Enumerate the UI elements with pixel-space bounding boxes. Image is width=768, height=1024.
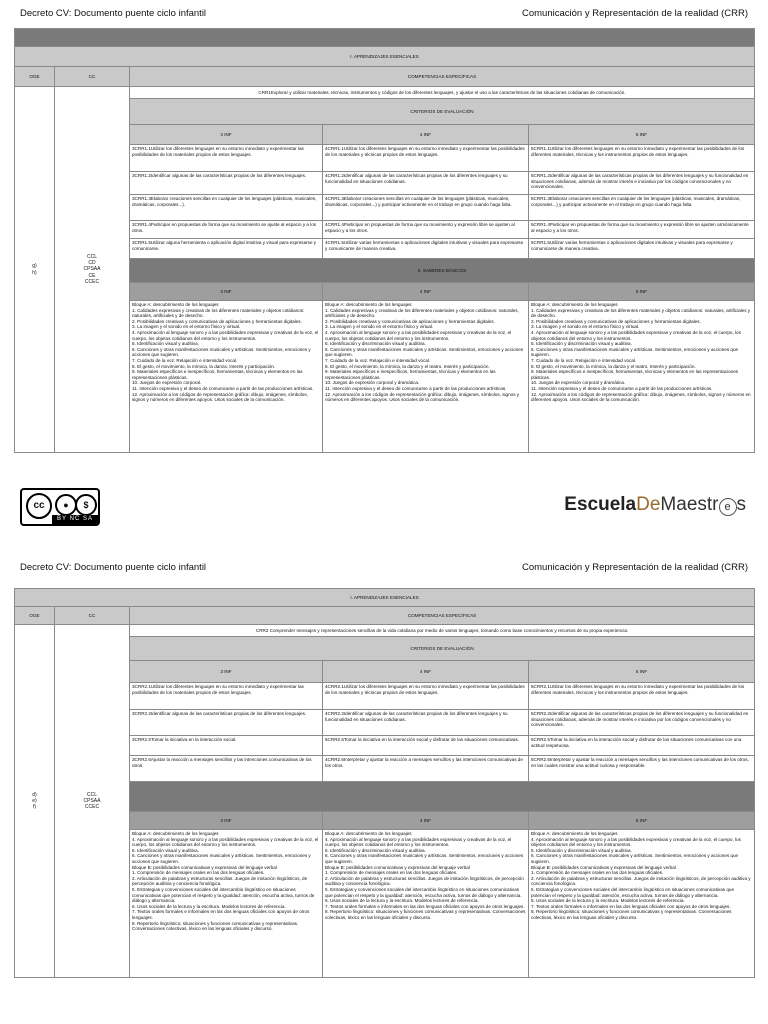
level-4inf: 4 INF — [323, 283, 529, 301]
creative-commons-badge — [20, 488, 100, 526]
competencies-table — [14, 28, 755, 453]
criterios-header: CRITERIOS DE EVALUACIÓN — [130, 99, 755, 125]
criterion-cell: 3CRR1.3Elaborar creaciones sencillas en cualquier de los lenguajes (plásticas, musicales, dramáticas, corporales...). — [130, 195, 323, 221]
page-header — [20, 8, 748, 28]
competencia-especifica: CRR2 Comprender mensajes y representaciones sencillas de la vida cotidiana por medio de varios lenguajes, tomando como base conocimientos y recursos de su propia experiencia. — [130, 625, 755, 637]
level-3inf: 3 INF — [130, 661, 323, 683]
criterion-cell: 3CRR1.5Utilizar alguna herramienta o aplicación digital intuitiva y visual para expresarse y comunicarse. — [130, 239, 323, 259]
document-title: Decreto CV: Documento puente ciclo infantil — [20, 562, 207, 573]
saberes-cell: Bloque A: descubrimiento de los lenguajes 1. Calidades expresivas y creativas de los diferentes materiales y objetos cotidianos: naturales, artificiales y de desecho. 2. Posibilidades creativas y comunicativas de aplicaciones y herramientas digitales. 3. La imagen y el sonido en el entorno físico y virtual. 4. Aproximación al lenguaje sonoro y a las posibilidades expresivas y creativas de la voz, el cuerpo, los objetos cotidianos del entorno y los instrumentos. 5. Identificación y discriminación visual y auditiva. 6. Canciones y otras manifestaciones musicales y artísticas. Sentimientos, emociones y acciones que sugieren. 7. Cuidado de la voz. Relajación e intensidad vocal. 8. El gesto, el movimiento, la mímica, la danza y el teatro. Interés y participación. 9. Materiales específicos e inespecíficos, herramientas, técnicas y elementos en las representaciones plásticas. 10. Juegos de expresión corporal y dramática. 11. Intención expresiva y el deseo de comunicarse a partir de las producciones artísticas. 12. Aproximación a los códigos de representación gráfica: dibujo, imágenes, símbolos, signos y números en diferentes apoyos. Usos sociales de la comunicación. — [529, 301, 755, 453]
section-title: II. SABERES BÁSICOS — [130, 259, 755, 283]
level-3inf: 3 INF — [130, 812, 323, 830]
level-3inf: 3 INF — [130, 125, 323, 145]
criterion-cell: 4CRR2.1Utilizar los diferentes lenguajes en su entorno inmediato y experimentar las posibilidades de los materiales y técnicas propios de estos lenguajes. — [323, 683, 529, 710]
license-label: BY NC SA — [52, 515, 98, 524]
col-header-oge: OGE — [15, 607, 55, 625]
criterion-cell: 3CRR1.1Utilizar los diferentes lenguajes en su entorno inmediato y experimentar las posibilidades de los materiales propios de estos lenguajes. — [130, 145, 323, 172]
criterion-cell: 5CRR1.2Identificar algunas de las características propias de los diferentes lenguajes y su funcionalidad en situaciones cotidianas, además de mostrar interés e iniciativa por los códigos convencionales y no convencionales. — [529, 172, 755, 195]
criterion-cell: 4CRR1.2Identificar algunas de las características propias de los diferentes lenguajes y su funcionalidad en situaciones cotidianas. — [323, 172, 529, 195]
competencies-table — [14, 588, 755, 978]
criterion-cell: 4CRR2.6Interpretar y ajustar la reacción a mensajes sencillos y las intenciones comunicativas de los otros. — [323, 756, 529, 782]
section-title: I. APRENDIZAJES ESENCIALES — [15, 47, 755, 67]
level-5inf: 5 INF — [529, 661, 755, 683]
table-top-bar — [15, 29, 755, 47]
page-footer — [0, 488, 768, 540]
criterion-cell: 5CRR2.5Tomar la iniciativa en la interacción social y disfrutar de las situaciones comunicativas con una actitud respetuosa. — [529, 736, 755, 756]
level-4inf: 4 INF — [323, 812, 529, 830]
saberes-cell: Bloque A: descubrimiento de los lenguajes 1. Calidades expresivas y creativas de los diferentes materiales y objetos cotidianos: naturales, artificiales y de desecho. 2. Posibilidades creativas y comunicativas de aplicaciones y herramientas digitales. 3. La imagen y el sonido en el entorno físico y virtual. 4. Aproximación al lenguaje sonoro y a las posibilidades expresivas y creativas de la voz, el cuerpo, los objetos cotidianos del entorno y los instrumentos. 5. Identificación visual y auditiva. 6. Canciones y otras manifestaciones musicales y artísticas. Sentimientos, emociones y acciones que sugieren. 7. Cuidado de la voz. Relajación e intensidad vocal. 8. El gesto, el movimiento, la mímica, la danza. Interés y participación. 9. Materiales específicos e inespecíficos, herramientas, técnicas y elementos en las representaciones plásticas. 10. Juegos de expresión corporal. 11. Intención expresiva y el deseo de comunicarse a partir de las producciones artísticas. 12. Aproximación a los códigos de representación gráfica: dibujo, imágenes, símbolos, signos y números en diferentes apoyos. Usos sociales de la comunicación. — [130, 301, 323, 453]
section-title: I. APRENDIZAJES ESENCIALES — [15, 589, 755, 607]
criterion-cell: 5CRR2.5Tomar la iniciativa en la interacción social y disfrutar de las situaciones comunicativas. — [323, 736, 529, 756]
level-3inf: 3 INF — [130, 283, 323, 301]
criterios-header: CRITERIOS DE EVALUACIÓN — [130, 637, 755, 661]
saberes-cell: Bloque A: descubrimiento de los lenguajes 4. Aproximación al lenguaje sonoro y a las posibilidades expresivas y creativas de la voz, el cuerpo, los objetos cotidianos del entorno y los instrumentos. 5. Identificación y discriminación visual y auditiva. 6. Canciones y otras manifestaciones musicales y artísticas. Sentimientos, emociones y acciones que sugieren. Bloque B: posibilidades comunicativas y expresivas del lenguaje verbal 1. Comprensión de mensajes orales en las dos lenguas oficiales. 2. Articulación de palabras y estructuras sencillas. Juegos de imitación lingüísticos, de percepción auditiva y conciencia fonológica. 5. Estrategias y convenciones sociales del intercambio lingüístico en situaciones comunicativas que potencian el respeto y la igualdad: atención, escucha activa, turnos de diálogo y alternancia. 6. Usos sociales de la lectura y la escritura. Modelos lectores de referencia. 7. Textos orales formales e informales en las dos lenguas oficiales con apoyos de otros lenguajes. 8. Repertorio lingüístico: situaciones y funciones comunicativas y representativas. Conversaciones colectivas, léxico en las lenguas oficiales y discurso. — [323, 830, 529, 978]
cc-icon: cc — [26, 493, 52, 519]
level-4inf: 4 INF — [323, 661, 529, 683]
criterion-cell: 5CRR2.1Utilizar los diferentes lenguajes en su entorno inmediato y experimentar las posibilidades de los diferentes materiales, técnicas y los instrumentos propios de estos lenguajes. — [529, 683, 755, 710]
criterion-cell: 4CRR1.3Elaborar creaciones sencillas en cualquier de los lenguajes (plásticas, musicales, dramáticas, corporales...) y participar activamente en el trabajo en grupo cuando haga falta. — [323, 195, 529, 221]
logo-circle-icon: e — [719, 498, 737, 516]
criterion-cell: 5CRR2.2Identificar algunas de las características propias de los diferentes lenguajes y su funcionalidad en situaciones cotidianas, además de mostrar interés e iniciativa por los códigos convencionales y no convencionales. — [529, 710, 755, 736]
criterion-cell: 3CRR2.6Ajustar la reacción a mensajes sencillos y las intenciones comunicativas de los otros. — [130, 756, 323, 782]
document-title: Decreto CV: Documento puente ciclo infantil — [20, 8, 207, 19]
level-5inf: 5 INF — [529, 283, 755, 301]
col-header-cc: CC — [55, 67, 130, 87]
cc-codes: CCL CPSAA CCEC — [55, 625, 130, 978]
area-title: Comunicación y Representación de la realidad (CRR) — [522, 8, 748, 19]
level-5inf: 5 INF — [529, 812, 755, 830]
criterion-cell: 5CRR1.4Participar en propuestas de forma que su movimiento y expresión libre se ajusten armónicamente al espacio y a los otros. — [529, 221, 755, 239]
level-5inf: 5 INF — [529, 125, 755, 145]
col-header-cc: CC — [55, 607, 130, 625]
col-header-competencias: COMPETENCIAS ESPECÍFICAS — [130, 67, 755, 87]
criterion-cell: 3CRR2.1Utilizar los diferentes lenguajes en su entorno inmediato y experimentar las posibilidades de los materiales propios de estos lenguajes. — [130, 683, 323, 710]
page-header — [20, 562, 748, 582]
criterion-cell: 5CRR1.3Elaborar creaciones sencillas en cualquier de los lenguajes (plásticas, musicales, dramáticas, corporales...) y participar activamente en el trabajo en grupo cuando haga falta. — [529, 195, 755, 221]
criterion-cell: 3CRR1.4Participar en propuestas de forma que su movimiento se ajuste al espacio y a los otros. — [130, 221, 323, 239]
criterion-cell: 4CRR2.2Identificar algunas de las características propias de los diferentes lenguajes y su funcionalidad en situaciones cotidianas. — [323, 710, 529, 736]
criterion-cell: 3CRR2.5Tomar la iniciativa en la interacción social. — [130, 736, 323, 756]
saberes-bar — [130, 782, 755, 812]
oge-codes: d) e) f) — [15, 625, 55, 978]
col-header-oge: OGE — [15, 67, 55, 87]
saberes-cell: Bloque A: descubrimiento de los lenguajes 4. Aproximación al lenguaje sonoro y a las posibilidades expresivas y creativas de la voz, el cuerpo, los objetos cotidianos del entorno y los instrumentos. 5. Identificación visual y auditiva. 6. Canciones y otras manifestaciones musicales y artísticas. Sentimientos, emociones y acciones que sugieren. Bloque B: posibilidades comunicativas y expresivas del lenguaje verbal 1. Comprensión de mensajes orales en las dos lenguas oficiales. 2. Articulación de palabras y estructuras sencillas. Juegos de imitación lingüísticos, de percepción auditiva y conciencia fonológica. 5. Estrategias y convenciones sociales del intercambio lingüístico en situaciones comunicativas que potencian el respeto y la igualdad: atención, escucha activa, turnos de diálogo y alternancia. 6. Usos sociales de la lectura y la escritura. Modelos lectores de referencia. 7. Textos orales formales e informales en las dos lenguas oficiales con apoyos de otros lenguajes. 8. Repertorio lingüístico: situaciones y funciones comunicativas y representativas. Conversaciones colectivas, léxico en las lenguas oficiales y discurso. — [130, 830, 323, 978]
level-4inf: 4 INF — [323, 125, 529, 145]
col-header-competencias: COMPETENCIAS ESPECÍFICAS — [130, 607, 755, 625]
cc-codes: CCL CD CPSAA CE CCEC — [55, 87, 130, 453]
oge-codes: g) h) — [15, 87, 55, 453]
saberes-cell: Bloque A: descubrimiento de los lenguajes 4. Aproximación al lenguaje sonoro y a las posibilidades expresivas y creativas de la voz, el cuerpo, los objetos cotidianos del entorno y los instrumentos. 5. Identificación y discriminación visual y auditiva. 6. Canciones y otras manifestaciones musicales y artísticas. Sentimientos, emociones y acciones que sugieren. Bloque B: posibilidades comunicativas y expresivas del lenguaje verbal 1. Comprensión de mensajes orales en las dos lenguas oficiales. 2. Articulación de palabras y estructuras sencillas. Juegos de imitación lingüísticos, de percepción auditiva y conciencia fonológica. 5. Estrategias y convenciones sociales del intercambio lingüístico en situaciones comunicativas que potencian el respeto y la igualdad: atención, escucha activa, turnos de diálogo y alternancia. 6. Usos sociales de la lectura y la escritura. Modelos lectores de referencia. 7. Textos orales formales e informales en las dos lenguas oficiales con apoyos de otros lenguajes. 8. Repertorio lingüístico: situaciones y funciones comunicativas y representativas. Conversaciones colectivas, léxico en las lenguas oficiales y discurso. — [529, 830, 755, 978]
saberes-cell: Bloque A: descubrimiento de los lenguajes 1. Calidades expresivas y creativas de los diferentes materiales y objetos cotidianos: naturales, artificiales y de desecho. 2. Posibilidades creativas y comunicativas de aplicaciones y herramientas digitales. 3. La imagen y el sonido en el entorno físico y virtual. 4. Aproximación al lenguaje sonoro y a las posibilidades expresivas y creativas de la voz, el cuerpo, los objetos cotidianos del entorno y los instrumentos. 5. Identificación y discriminación visual y auditiva. 6. Canciones y otras manifestaciones musicales y artísticas. Sentimientos, emociones y acciones que sugieren. 7. Cuidado de la voz. Relajación e intensidad vocal. 8. El gesto, el movimiento, la mímica, la danza y el teatro. Interés y participación. 9. Materiales específicos e inespecíficos, herramientas, técnicas y elementos en las representaciones plásticas. 10. Juegos de expresión corporal y dramática. 11. Intención expresiva y el deseo de comunicarse a partir de las producciones artísticas. 12. Aproximación a los códigos de representación gráfica: dibujo, imágenes, símbolos, signos y números en diferentes apoyos. Usos sociales de la comunicación. — [323, 301, 529, 453]
brand-logo: EscuelaDeMaestr e s — [564, 494, 746, 515]
competencia-especifica: CRR1Explorar y utilizar materiales, técnicas, instrumentos y códigos de los diferentes lenguajes, y ajustar el uso a las características de las situaciones cotidianas de comunicación. — [130, 87, 755, 99]
by-icon: ● — [55, 494, 77, 516]
criterion-cell: 5CRR2.6Interpretar y ajustar la reacción a mensajes sencillos y las intenciones comunicativas de los otros, en las cuales mostrar una actitud curiosa y responsable. — [529, 756, 755, 782]
criterion-cell: 4CRR1.5Utilizar varias herramientas o aplicaciones digitales intuitivas y visuales para expresarse y comunicarse de manera creativa. — [323, 239, 529, 259]
document-page-2 — [0, 556, 768, 1024]
criterion-cell: 3CRR1.2Identificar algunas de las características propias de los diferentes lenguajes. — [130, 172, 323, 195]
criterion-cell: 3CRR2.2Identificar algunas de las características propias de los diferentes lenguajes. — [130, 710, 323, 736]
nc-icon: $ — [75, 494, 97, 516]
criterion-cell: 4CRR1.1Utilizar los diferentes lenguajes en su entorno inmediato y experimentar las posibilidades de los materiales y técnicas propios de estos lenguajes. — [323, 145, 529, 172]
criterion-cell: 5CRR1.5Utilizar varias herramientas o aplicaciones digitales intuitivas y visuales para expresarse y comunicarse de manera creativa. — [529, 239, 755, 259]
criterion-cell: 4CRR1.4Participar en propuestas de forma que su movimiento y expresión libre se ajusten al espacio y a los otros. — [323, 221, 529, 239]
criterion-cell: 5CRR1.1Utilizar los diferentes lenguajes en su entorno inmediato y experimentar las posibilidades de los diferentes materiales, técnicas y los instrumentos propios de estos lenguajes. — [529, 145, 755, 172]
area-title: Comunicación y Representación de la realidad (CRR) — [522, 562, 748, 573]
